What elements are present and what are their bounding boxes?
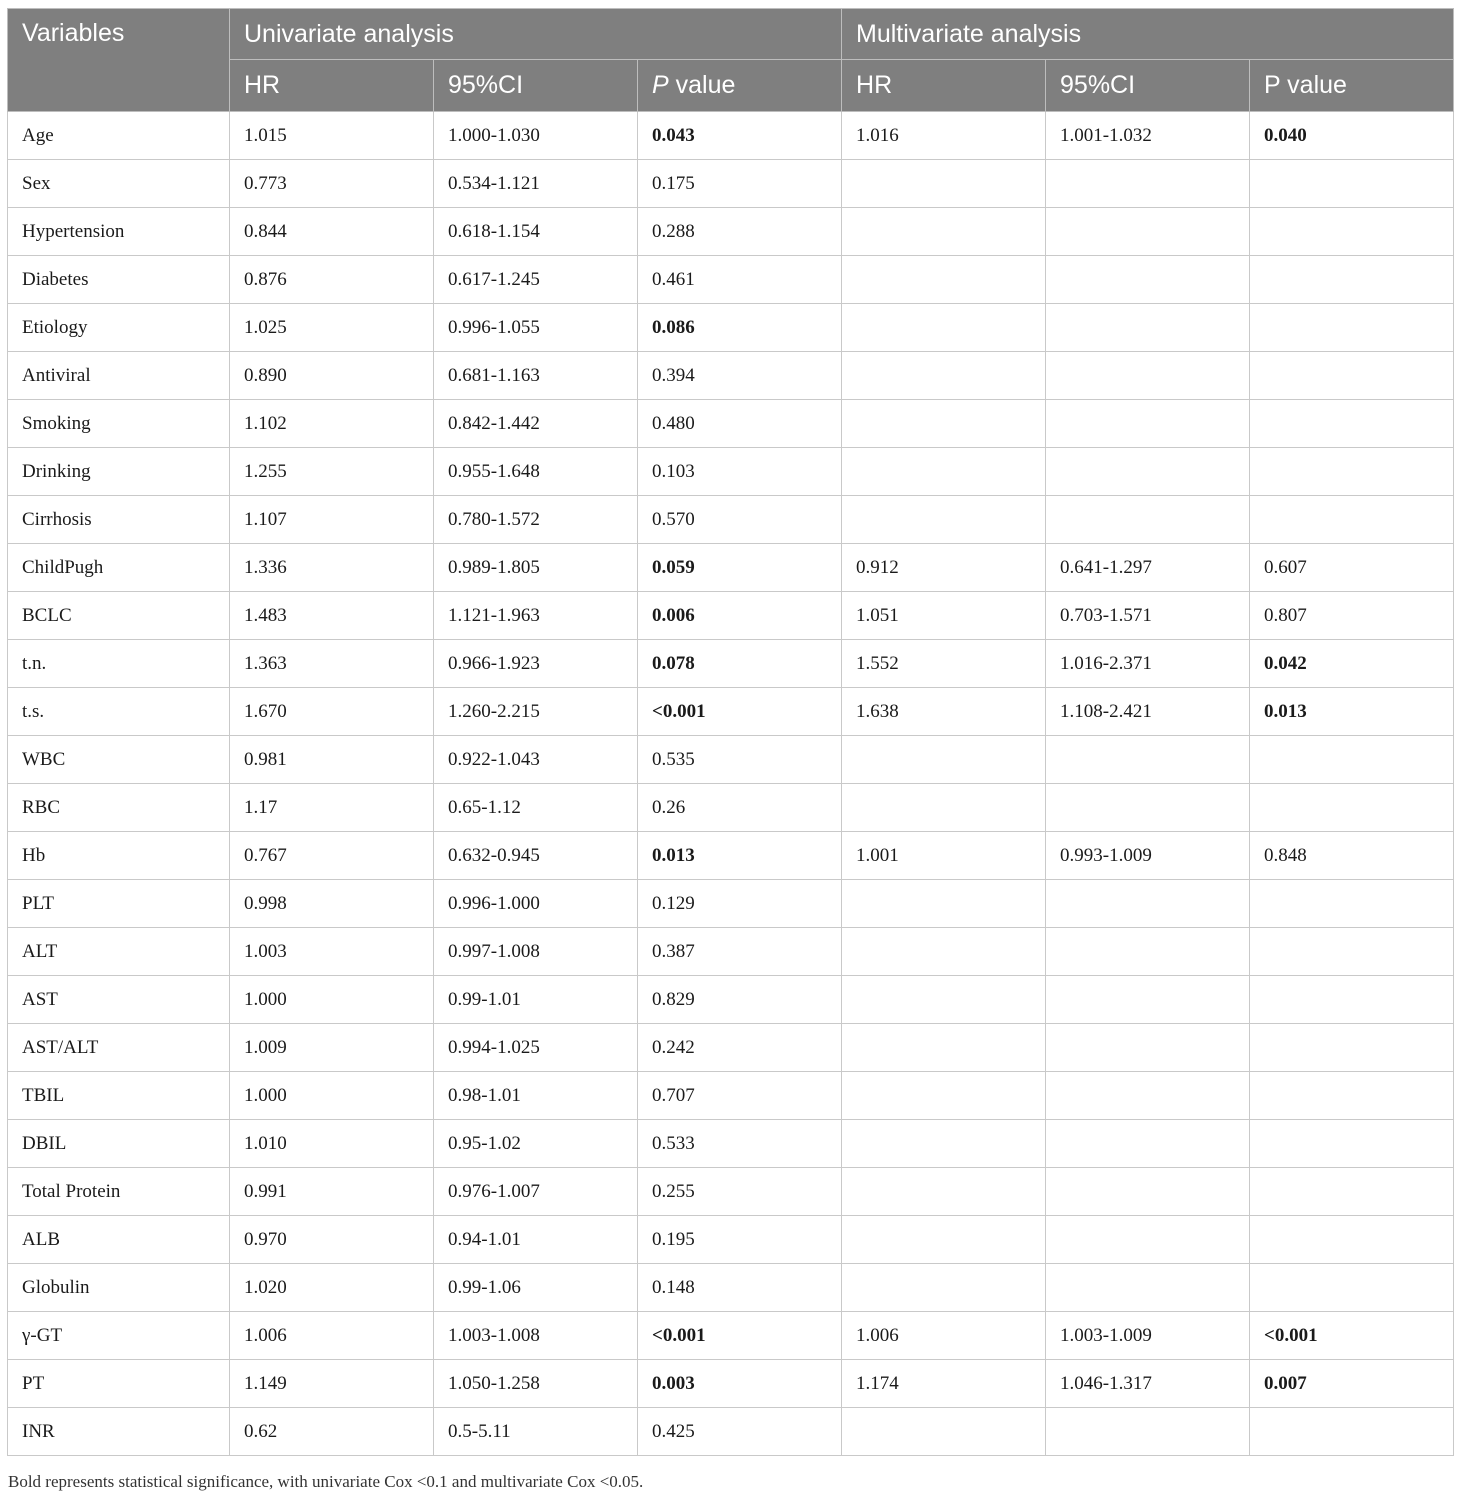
univariate-p-cell: <0.001	[638, 1312, 842, 1360]
univariate-p-cell: 0.059	[638, 544, 842, 592]
multivariate-p-cell	[1250, 784, 1454, 832]
univariate-p-cell: 0.255	[638, 1168, 842, 1216]
univariate-ci-cell: 0.618-1.154	[434, 208, 638, 256]
multivariate-ci-cell	[1046, 1120, 1250, 1168]
table-row	[8, 592, 1454, 640]
univariate-p-cell: 0.394	[638, 352, 842, 400]
univariate-hr-cell: 1.000	[230, 1072, 434, 1120]
univariate-ci-cell: 1.260-2.215	[434, 688, 638, 736]
multivariate-p-cell	[1250, 1264, 1454, 1312]
variable-cell: t.n.	[8, 640, 230, 688]
multivariate-p-cell	[1250, 448, 1454, 496]
table-row	[8, 112, 1454, 160]
multivariate-hr-cell	[842, 304, 1046, 352]
header-univariate: Univariate analysis	[230, 9, 842, 60]
variable-cell: Etiology	[8, 304, 230, 352]
univariate-hr-cell: 0.773	[230, 160, 434, 208]
multivariate-p-cell: 0.013	[1250, 688, 1454, 736]
table-row	[8, 1312, 1454, 1360]
variable-cell: Sex	[8, 160, 230, 208]
table-row	[8, 784, 1454, 832]
multivariate-p-cell: 0.807	[1250, 592, 1454, 640]
multivariate-hr-cell	[842, 400, 1046, 448]
univariate-hr-cell: 1.000	[230, 976, 434, 1024]
multivariate-ci-cell: 1.016-2.371	[1046, 640, 1250, 688]
multivariate-ci-cell	[1046, 928, 1250, 976]
multivariate-hr-cell: 1.552	[842, 640, 1046, 688]
multivariate-ci-cell	[1046, 352, 1250, 400]
multivariate-ci-cell	[1046, 1408, 1250, 1456]
univariate-hr-cell: 1.102	[230, 400, 434, 448]
table-row	[8, 496, 1454, 544]
multivariate-p-cell	[1250, 496, 1454, 544]
univariate-p-cell: 0.461	[638, 256, 842, 304]
univariate-ci-cell: 0.780-1.572	[434, 496, 638, 544]
variable-cell: WBC	[8, 736, 230, 784]
multivariate-p-cell	[1250, 208, 1454, 256]
univariate-hr-cell: 0.844	[230, 208, 434, 256]
table-row	[8, 544, 1454, 592]
header-multivariate-hr: HR	[842, 60, 1046, 112]
multivariate-hr-cell	[842, 352, 1046, 400]
header-multivariate: Multivariate analysis	[842, 9, 1454, 60]
multivariate-p-cell	[1250, 1072, 1454, 1120]
multivariate-p-cell	[1250, 256, 1454, 304]
multivariate-ci-cell	[1046, 784, 1250, 832]
univariate-p-cell: 0.195	[638, 1216, 842, 1264]
univariate-hr-cell: 1.107	[230, 496, 434, 544]
table-footnote: Bold represents statistical significance, with univariate Cox <0.1 and multivariate Cox <0.05.	[8, 1472, 644, 1491]
header-univariate-hr: HR	[230, 60, 434, 112]
univariate-p-cell: 0.043	[638, 112, 842, 160]
univariate-p-cell: 0.013	[638, 832, 842, 880]
multivariate-p-cell	[1250, 1168, 1454, 1216]
univariate-p-cell: 0.129	[638, 880, 842, 928]
univariate-ci-cell: 0.632-0.945	[434, 832, 638, 880]
multivariate-hr-cell	[842, 928, 1046, 976]
table-row	[8, 928, 1454, 976]
p-italic-label: P	[652, 71, 669, 99]
univariate-hr-cell: 1.363	[230, 640, 434, 688]
multivariate-ci-cell	[1046, 304, 1250, 352]
multivariate-ci-cell	[1046, 976, 1250, 1024]
table-row	[8, 160, 1454, 208]
multivariate-p-cell	[1250, 976, 1454, 1024]
multivariate-hr-cell: 1.001	[842, 832, 1046, 880]
table-row	[8, 832, 1454, 880]
univariate-ci-cell: 0.5-5.11	[434, 1408, 638, 1456]
univariate-p-cell: 0.078	[638, 640, 842, 688]
multivariate-ci-cell	[1046, 208, 1250, 256]
variable-cell: Total Protein	[8, 1168, 230, 1216]
multivariate-hr-cell	[842, 1216, 1046, 1264]
multivariate-hr-cell	[842, 976, 1046, 1024]
univariate-hr-cell: 1.670	[230, 688, 434, 736]
multivariate-ci-cell	[1046, 496, 1250, 544]
multivariate-ci-cell	[1046, 1024, 1250, 1072]
variable-cell: DBIL	[8, 1120, 230, 1168]
univariate-hr-cell: 1.483	[230, 592, 434, 640]
multivariate-ci-cell	[1046, 1072, 1250, 1120]
multivariate-ci-cell	[1046, 1216, 1250, 1264]
variable-cell: TBIL	[8, 1072, 230, 1120]
variable-cell: INR	[8, 1408, 230, 1456]
multivariate-hr-cell	[842, 1120, 1046, 1168]
variable-cell: AST/ALT	[8, 1024, 230, 1072]
multivariate-hr-cell: 1.006	[842, 1312, 1046, 1360]
univariate-hr-cell: 0.62	[230, 1408, 434, 1456]
univariate-hr-cell: 1.010	[230, 1120, 434, 1168]
multivariate-ci-cell	[1046, 160, 1250, 208]
multivariate-ci-cell: 0.641-1.297	[1046, 544, 1250, 592]
multivariate-ci-cell	[1046, 880, 1250, 928]
multivariate-hr-cell	[842, 1408, 1046, 1456]
multivariate-hr-cell: 1.016	[842, 112, 1046, 160]
multivariate-p-cell	[1250, 928, 1454, 976]
multivariate-ci-cell	[1046, 448, 1250, 496]
table-row	[8, 1024, 1454, 1072]
univariate-p-cell: 0.288	[638, 208, 842, 256]
univariate-ci-cell: 0.95-1.02	[434, 1120, 638, 1168]
multivariate-ci-cell	[1046, 256, 1250, 304]
header-multivariate-ci: 95%CI	[1046, 60, 1250, 112]
univariate-p-cell: 0.387	[638, 928, 842, 976]
table-row	[8, 1072, 1454, 1120]
univariate-ci-cell: 0.922-1.043	[434, 736, 638, 784]
variable-cell: Smoking	[8, 400, 230, 448]
univariate-hr-cell: 1.020	[230, 1264, 434, 1312]
table-row	[8, 256, 1454, 304]
univariate-hr-cell: 0.767	[230, 832, 434, 880]
multivariate-hr-cell	[842, 1072, 1046, 1120]
multivariate-hr-cell: 0.912	[842, 544, 1046, 592]
univariate-ci-cell: 1.003-1.008	[434, 1312, 638, 1360]
univariate-ci-cell: 1.000-1.030	[434, 112, 638, 160]
univariate-p-cell: 0.425	[638, 1408, 842, 1456]
variable-cell: AST	[8, 976, 230, 1024]
table-row	[8, 352, 1454, 400]
univariate-hr-cell: 1.015	[230, 112, 434, 160]
multivariate-ci-cell: 0.703-1.571	[1046, 592, 1250, 640]
multivariate-hr-cell	[842, 1168, 1046, 1216]
variable-cell: PLT	[8, 880, 230, 928]
multivariate-p-cell: 0.007	[1250, 1360, 1454, 1408]
multivariate-p-cell	[1250, 400, 1454, 448]
univariate-ci-cell: 0.534-1.121	[434, 160, 638, 208]
univariate-hr-cell: 0.890	[230, 352, 434, 400]
univariate-ci-cell: 0.94-1.01	[434, 1216, 638, 1264]
multivariate-ci-cell	[1046, 1264, 1250, 1312]
multivariate-p-cell: 0.040	[1250, 112, 1454, 160]
univariate-ci-cell: 0.996-1.055	[434, 304, 638, 352]
variable-cell: Hb	[8, 832, 230, 880]
univariate-p-cell: 0.707	[638, 1072, 842, 1120]
table-row	[8, 688, 1454, 736]
multivariate-hr-cell	[842, 208, 1046, 256]
univariate-p-cell: 0.148	[638, 1264, 842, 1312]
multivariate-ci-cell: 1.108-2.421	[1046, 688, 1250, 736]
univariate-p-cell: 0.175	[638, 160, 842, 208]
univariate-p-cell: 0.829	[638, 976, 842, 1024]
univariate-ci-cell: 0.99-1.01	[434, 976, 638, 1024]
multivariate-ci-cell: 1.001-1.032	[1046, 112, 1250, 160]
univariate-hr-cell: 0.981	[230, 736, 434, 784]
univariate-p-cell: 0.26	[638, 784, 842, 832]
univariate-hr-cell: 1.025	[230, 304, 434, 352]
univariate-ci-cell: 0.976-1.007	[434, 1168, 638, 1216]
multivariate-hr-cell	[842, 736, 1046, 784]
multivariate-p-cell: <0.001	[1250, 1312, 1454, 1360]
univariate-ci-cell: 0.842-1.442	[434, 400, 638, 448]
table-row	[8, 1120, 1454, 1168]
header-variables: Variables	[8, 9, 230, 112]
multivariate-hr-cell	[842, 880, 1046, 928]
univariate-p-cell: 0.103	[638, 448, 842, 496]
table-row	[8, 736, 1454, 784]
univariate-hr-cell: 1.336	[230, 544, 434, 592]
multivariate-hr-cell	[842, 256, 1046, 304]
multivariate-ci-cell	[1046, 400, 1250, 448]
table-row	[8, 1264, 1454, 1312]
header-multivariate-p: P value	[1250, 60, 1454, 112]
univariate-hr-cell: 1.17	[230, 784, 434, 832]
variable-cell: PT	[8, 1360, 230, 1408]
multivariate-hr-cell	[842, 496, 1046, 544]
table-row	[8, 304, 1454, 352]
univariate-ci-cell: 0.989-1.805	[434, 544, 638, 592]
variable-cell: Globulin	[8, 1264, 230, 1312]
table-header	[8, 9, 1454, 112]
univariate-p-cell: 0.570	[638, 496, 842, 544]
table-row	[8, 976, 1454, 1024]
univariate-ci-cell: 0.966-1.923	[434, 640, 638, 688]
multivariate-hr-cell	[842, 1264, 1046, 1312]
univariate-ci-cell: 0.617-1.245	[434, 256, 638, 304]
univariate-hr-cell: 1.009	[230, 1024, 434, 1072]
multivariate-p-cell: 0.042	[1250, 640, 1454, 688]
univariate-p-cell: 0.480	[638, 400, 842, 448]
multivariate-hr-cell: 1.638	[842, 688, 1046, 736]
table-row	[8, 640, 1454, 688]
univariate-ci-cell: 0.99-1.06	[434, 1264, 638, 1312]
variable-cell: Hypertension	[8, 208, 230, 256]
table-body	[8, 112, 1454, 1456]
univariate-ci-cell: 0.65-1.12	[434, 784, 638, 832]
multivariate-p-cell	[1250, 1408, 1454, 1456]
variable-cell: ALT	[8, 928, 230, 976]
univariate-ci-cell: 0.997-1.008	[434, 928, 638, 976]
univariate-p-cell: <0.001	[638, 688, 842, 736]
univariate-p-cell: 0.003	[638, 1360, 842, 1408]
univariate-p-cell: 0.086	[638, 304, 842, 352]
multivariate-hr-cell: 1.051	[842, 592, 1046, 640]
univariate-ci-cell: 1.050-1.258	[434, 1360, 638, 1408]
univariate-hr-cell: 1.255	[230, 448, 434, 496]
table-row	[8, 1408, 1454, 1456]
variable-cell: BCLC	[8, 592, 230, 640]
header-univariate-ci: 95%CI	[434, 60, 638, 112]
multivariate-hr-cell	[842, 1024, 1046, 1072]
multivariate-p-cell	[1250, 160, 1454, 208]
variable-cell: Diabetes	[8, 256, 230, 304]
variable-cell: ALB	[8, 1216, 230, 1264]
multivariate-hr-cell	[842, 784, 1046, 832]
multivariate-p-cell	[1250, 1120, 1454, 1168]
multivariate-p-cell: 0.848	[1250, 832, 1454, 880]
multivariate-p-cell: 0.607	[1250, 544, 1454, 592]
univariate-hr-cell: 1.006	[230, 1312, 434, 1360]
multivariate-ci-cell	[1046, 736, 1250, 784]
variable-cell: Cirrhosis	[8, 496, 230, 544]
univariate-p-cell: 0.006	[638, 592, 842, 640]
multivariate-p-cell	[1250, 880, 1454, 928]
univariate-ci-cell: 0.996-1.000	[434, 880, 638, 928]
multivariate-p-cell	[1250, 1216, 1454, 1264]
univariate-p-cell: 0.535	[638, 736, 842, 784]
multivariate-p-cell	[1250, 304, 1454, 352]
univariate-hr-cell: 0.991	[230, 1168, 434, 1216]
multivariate-p-cell	[1250, 352, 1454, 400]
univariate-p-cell: 0.533	[638, 1120, 842, 1168]
table-row	[8, 448, 1454, 496]
variable-cell: t.s.	[8, 688, 230, 736]
univariate-ci-cell: 0.994-1.025	[434, 1024, 638, 1072]
table-row	[8, 400, 1454, 448]
multivariate-hr-cell	[842, 448, 1046, 496]
variable-cell: γ-GT	[8, 1312, 230, 1360]
multivariate-hr-cell	[842, 160, 1046, 208]
univariate-p-cell: 0.242	[638, 1024, 842, 1072]
univariate-ci-cell: 0.955-1.648	[434, 448, 638, 496]
multivariate-p-cell	[1250, 736, 1454, 784]
univariate-hr-cell: 1.149	[230, 1360, 434, 1408]
cox-regression-table	[7, 8, 1454, 1456]
univariate-hr-cell: 0.998	[230, 880, 434, 928]
header-univariate-p	[638, 60, 842, 112]
variable-cell: RBC	[8, 784, 230, 832]
multivariate-ci-cell: 1.046-1.317	[1046, 1360, 1250, 1408]
table-row	[8, 1216, 1454, 1264]
table-row	[8, 208, 1454, 256]
univariate-hr-cell: 0.876	[230, 256, 434, 304]
multivariate-p-cell	[1250, 1024, 1454, 1072]
table-row	[8, 1168, 1454, 1216]
variable-cell: ChildPugh	[8, 544, 230, 592]
univariate-hr-cell: 0.970	[230, 1216, 434, 1264]
variable-cell: Antiviral	[8, 352, 230, 400]
univariate-hr-cell: 1.003	[230, 928, 434, 976]
multivariate-ci-cell: 0.993-1.009	[1046, 832, 1250, 880]
variable-cell: Age	[8, 112, 230, 160]
univariate-ci-cell: 1.121-1.963	[434, 592, 638, 640]
header-row-groups	[8, 9, 1454, 60]
multivariate-hr-cell: 1.174	[842, 1360, 1046, 1408]
multivariate-ci-cell: 1.003-1.009	[1046, 1312, 1250, 1360]
multivariate-ci-cell	[1046, 1168, 1250, 1216]
univariate-ci-cell: 0.681-1.163	[434, 352, 638, 400]
univariate-ci-cell: 0.98-1.01	[434, 1072, 638, 1120]
table-row	[8, 880, 1454, 928]
variable-cell: Drinking	[8, 448, 230, 496]
table-row	[8, 1360, 1454, 1408]
p-value-label: value	[668, 71, 736, 99]
